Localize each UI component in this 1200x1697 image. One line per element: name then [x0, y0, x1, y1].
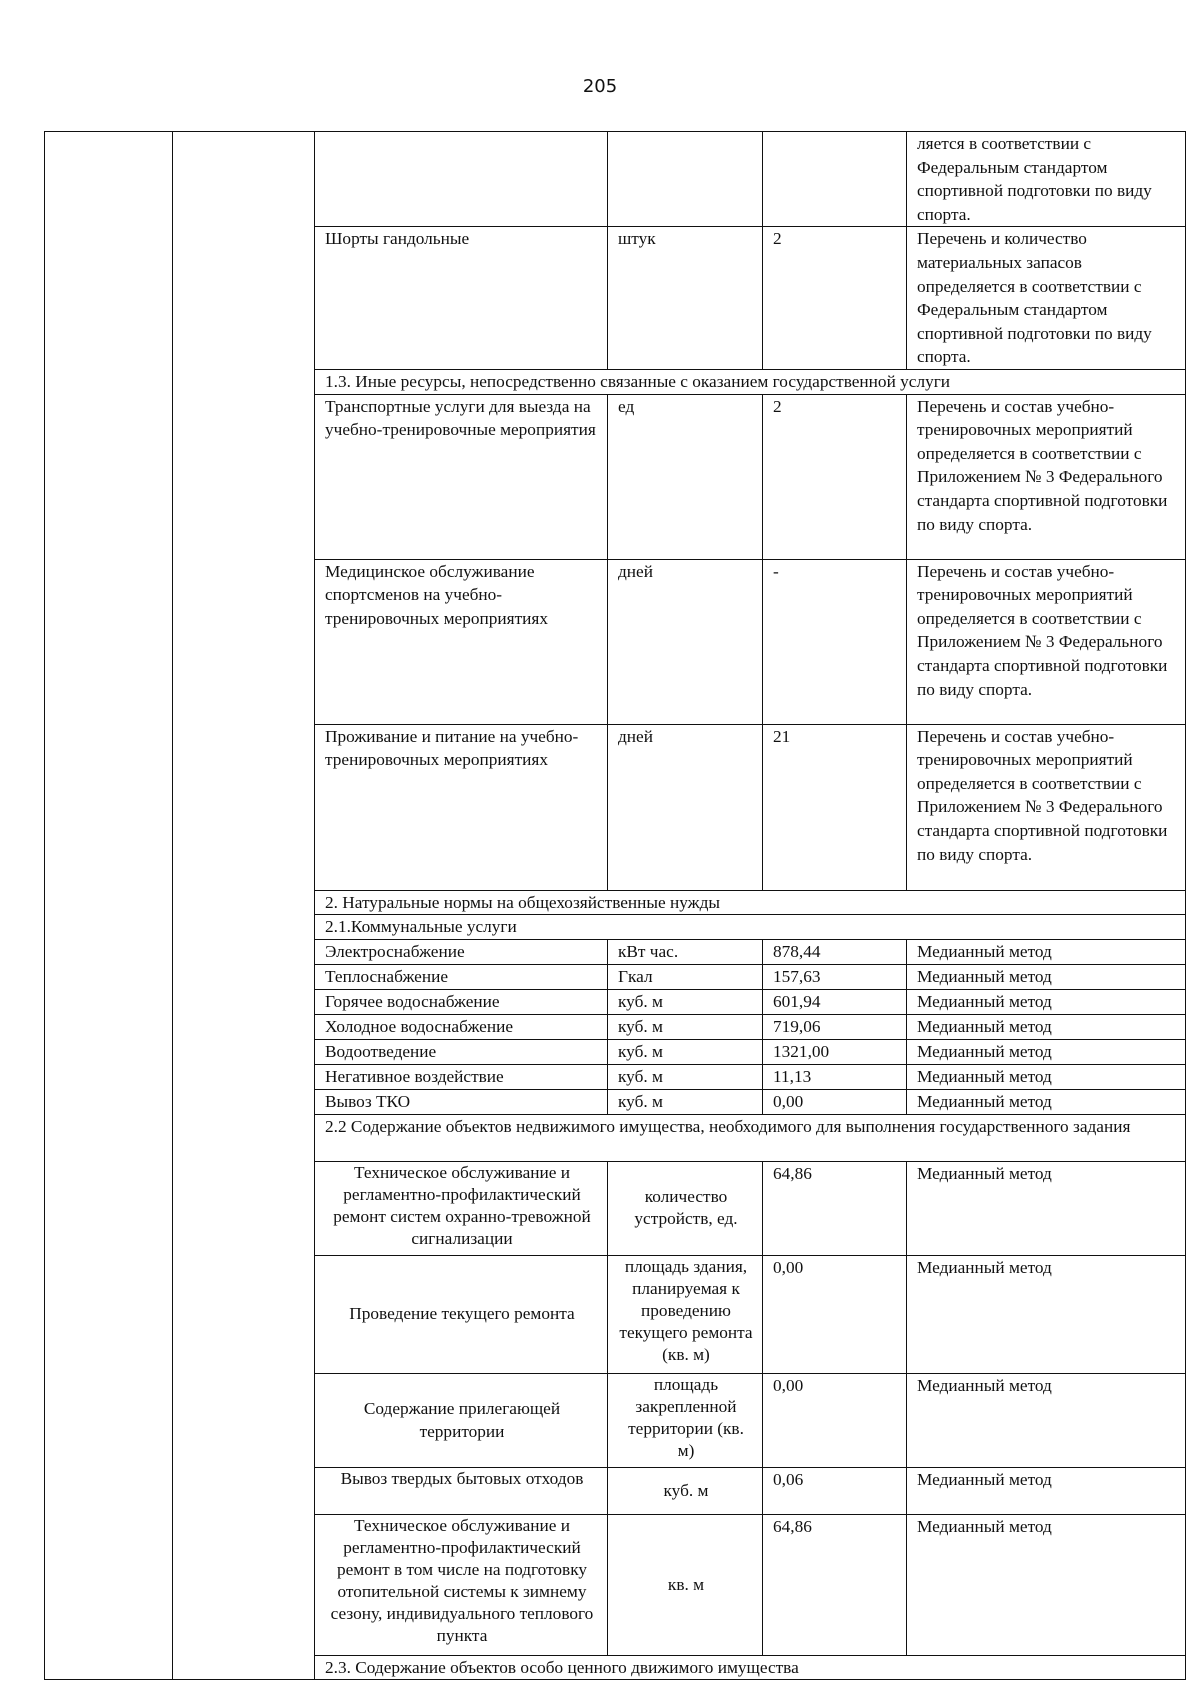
- row-name: Теплоснабжение: [315, 964, 608, 989]
- row-method: Медианный метод: [907, 989, 1186, 1014]
- row-value: 2: [763, 394, 907, 559]
- row-method: Медианный метод: [907, 1467, 1186, 1514]
- row-method: Медианный метод: [907, 1039, 1186, 1064]
- row-method: Медианный метод: [907, 1373, 1186, 1467]
- row-unit: куб. м: [608, 1089, 763, 1114]
- row-name: Горячее водоснабжение: [315, 989, 608, 1014]
- row-value: 2: [763, 227, 907, 370]
- row-unit: куб. м: [608, 989, 763, 1014]
- row-value: 64,86: [763, 1514, 907, 1655]
- section-heading: 1.3. Иные ресурсы, непосредственно связанные с оказанием государственной услуги: [315, 369, 1186, 394]
- row-value: 719,06: [763, 1014, 907, 1039]
- blank-column-2: [173, 132, 315, 1680]
- row-note: Перечень и количество материальных запасов определяется в соответствии с Федеральным стандартом спортивной подготовки по виду спорта.: [907, 227, 1186, 370]
- row-value: 64,86: [763, 1161, 907, 1255]
- norms-table: [44, 131, 1186, 1680]
- row-method: Медианный метод: [907, 1255, 1186, 1373]
- table-row: [45, 132, 1186, 227]
- row-value: 0,00: [763, 1089, 907, 1114]
- row-name: Техническое обслуживание и регламентно-профилактический ремонт систем охранно-тревожной сигнализации: [315, 1161, 608, 1255]
- section-heading: 2.2 Содержание объектов недвижимого имущества, необходимого для выполнения государственного задания: [315, 1114, 1186, 1161]
- row-value: 878,44: [763, 939, 907, 964]
- row-value: 0,00: [763, 1373, 907, 1467]
- row-value: 11,13: [763, 1064, 907, 1089]
- row-name: Проведение текущего ремонта: [315, 1255, 608, 1373]
- row-name: Электроснабжение: [315, 939, 608, 964]
- row-name: Проживание и питание на учебно-тренировочных мероприятиях: [315, 724, 608, 890]
- row-value: 0,00: [763, 1255, 907, 1373]
- row-note: Перечень и состав учебно-тренировочных мероприятий определяется в соответствии с Приложением № 3 Федерального стандарта спортивной подготовки по виду спорта.: [907, 724, 1186, 890]
- row-method: Медианный метод: [907, 1014, 1186, 1039]
- page-number: 205: [582, 76, 618, 97]
- section-heading: 2. Натуральные нормы на общехозяйственные нужды: [315, 890, 1186, 915]
- row-method: Медианный метод: [907, 939, 1186, 964]
- row-unit: кВт час.: [608, 939, 763, 964]
- row-unit: ед: [608, 394, 763, 559]
- row-name: Негативное воздействие: [315, 1064, 608, 1089]
- row-unit: количество устройств, ед.: [608, 1161, 763, 1255]
- row-value: 21: [763, 724, 907, 890]
- row-value: 601,94: [763, 989, 907, 1014]
- row-name: Вывоз твердых бытовых отходов: [315, 1467, 608, 1514]
- section-heading: 2.1.Коммунальные услуги: [315, 915, 1186, 940]
- row-value: -: [763, 559, 907, 724]
- row-note: Перечень и состав учебно-тренировочных мероприятий определяется в соответствии с Приложением № 3 Федерального стандарта спортивной подготовки по виду спорта.: [907, 394, 1186, 559]
- row-method: Медианный метод: [907, 1161, 1186, 1255]
- row-unit: кв. м: [608, 1514, 763, 1655]
- norms-table-wrapper: [44, 131, 1185, 1680]
- row-unit: дней: [608, 724, 763, 890]
- row-note: Перечень и состав учебно-тренировочных мероприятий определяется в соответствии с Приложением № 3 Федерального стандарта спортивной подготовки по виду спорта.: [907, 559, 1186, 724]
- row-value: 0,06: [763, 1467, 907, 1514]
- row-value: 1321,00: [763, 1039, 907, 1064]
- blank-column-1: [45, 132, 173, 1680]
- row-name: Медицинское обслуживание спортсменов на учебно-тренировочных мероприятиях: [315, 559, 608, 724]
- row-name: Водоотведение: [315, 1039, 608, 1064]
- row-name: Шорты гандольные: [315, 227, 608, 370]
- row-unit: куб. м: [608, 1467, 763, 1514]
- row-method: Медианный метод: [907, 1514, 1186, 1655]
- row-unit: куб. м: [608, 1064, 763, 1089]
- row-value: [763, 132, 907, 227]
- row-name: Транспортные услуги для выезда на учебно-тренировочные мероприятия: [315, 394, 608, 559]
- section-heading: 2.3. Содержание объектов особо ценного движимого имущества: [315, 1655, 1186, 1680]
- row-unit: площадь закрепленной территории (кв. м): [608, 1373, 763, 1467]
- row-name: Холодное водоснабжение: [315, 1014, 608, 1039]
- row-name: Содержание прилегающей территории: [315, 1373, 608, 1467]
- row-unit: штук: [608, 227, 763, 370]
- row-method: Медианный метод: [907, 1089, 1186, 1114]
- row-unit: куб. м: [608, 1039, 763, 1064]
- row-name: Вывоз ТКО: [315, 1089, 608, 1114]
- row-name: Техническое обслуживание и регламентно-профилактический ремонт в том числе на подготовку отопительной системы к зимнему сезону, индивидуального теплового пункта: [315, 1514, 608, 1655]
- row-unit: [608, 132, 763, 227]
- row-unit: куб. м: [608, 1014, 763, 1039]
- row-method: Медианный метод: [907, 1064, 1186, 1089]
- row-unit: площадь здания, планируемая к проведению текущего ремонта (кв. м): [608, 1255, 763, 1373]
- row-note: ляется в соответствии с Федеральным стандартом спортивной подготовки по виду спорта.: [907, 132, 1186, 227]
- row-method: Медианный метод: [907, 964, 1186, 989]
- row-value: 157,63: [763, 964, 907, 989]
- row-unit: Гкал: [608, 964, 763, 989]
- row-name: [315, 132, 608, 227]
- row-unit: дней: [608, 559, 763, 724]
